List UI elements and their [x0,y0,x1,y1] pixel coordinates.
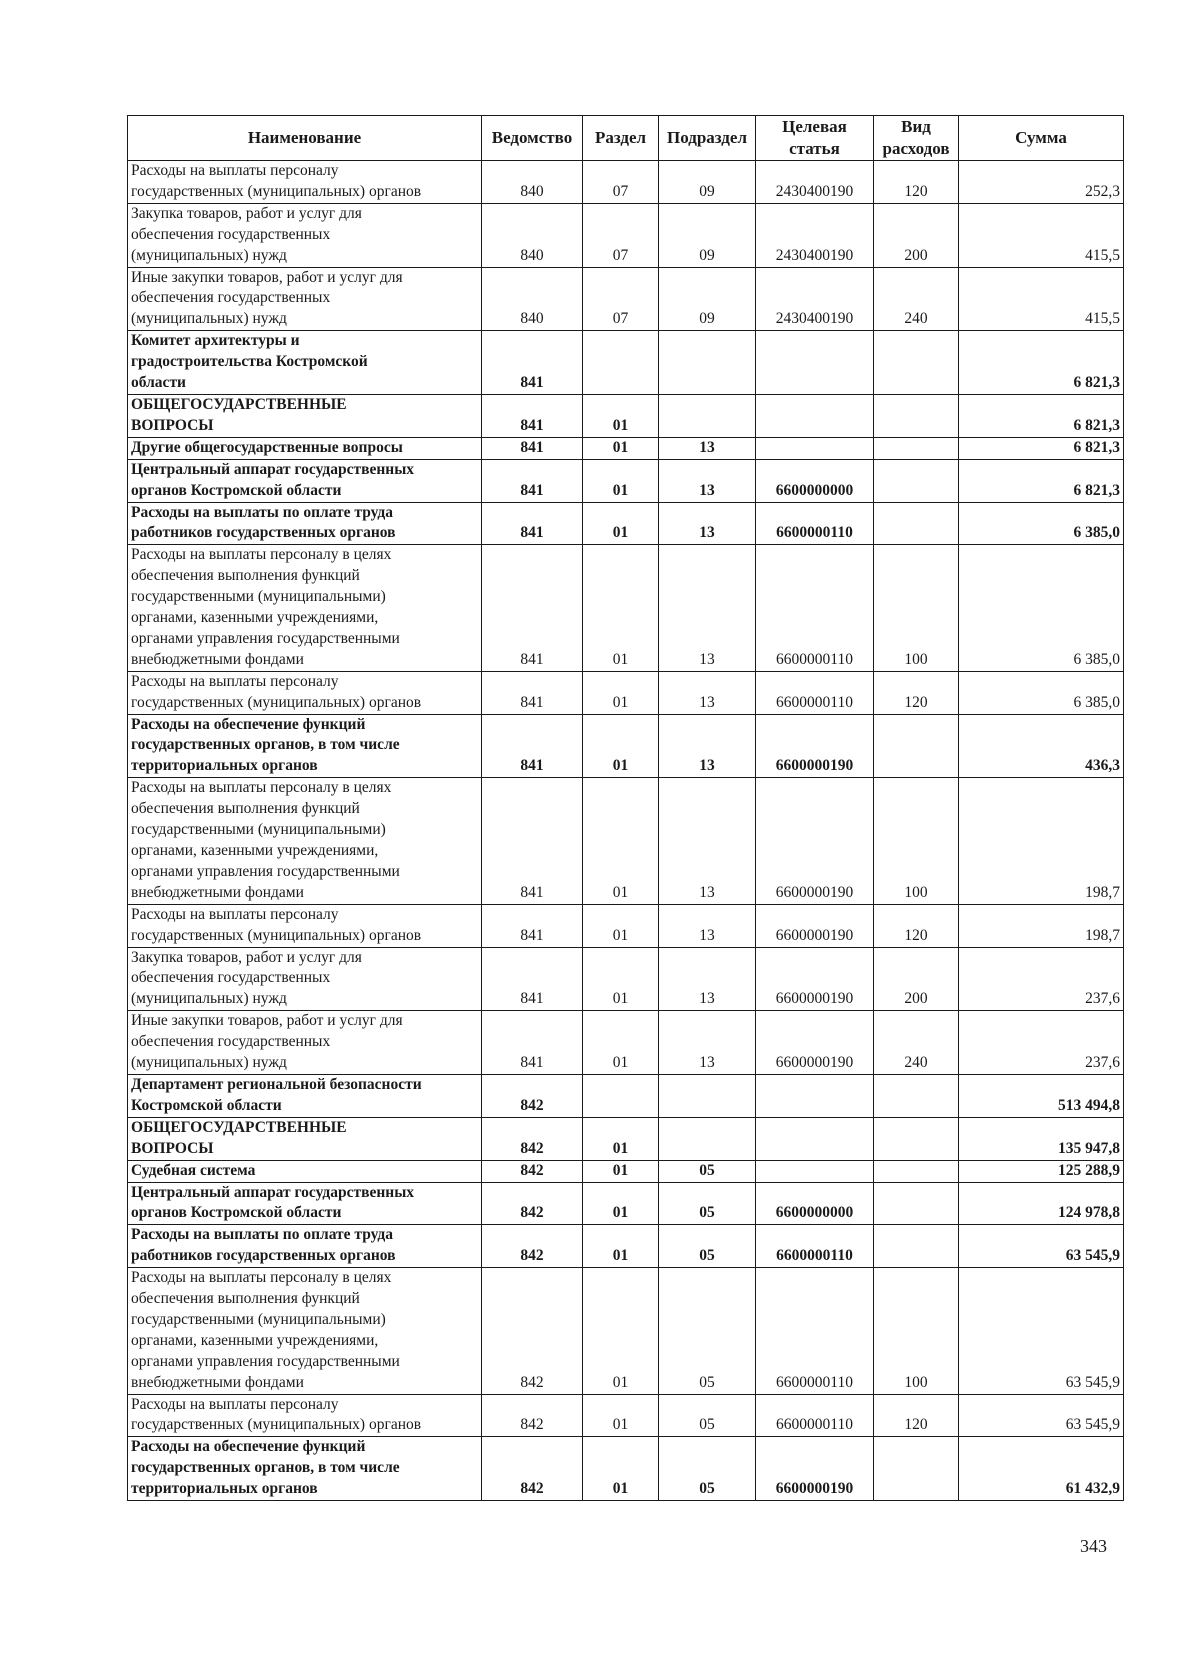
cell-podrazdel: 13 [659,778,756,904]
cell-vedomstvo: 841 [482,671,583,714]
cell-expense-type: 240 [874,1011,959,1075]
table-row [128,947,1124,1011]
cell-name: ОБЩЕГОСУДАРСТВЕННЫЕ ВОПРОСЫ [128,1117,482,1160]
table-row [128,267,1124,331]
cell-sum: 6 385,0 [959,545,1124,671]
cell-razdel: 01 [583,545,659,671]
cell-name: Расходы на выплаты персоналу в целях обеспечения выполнения функций государственными (муниципальными) органами, казенными учреждениями, органами управления государственными внебюджетными фондами [128,778,482,904]
cell-razdel: 01 [583,778,659,904]
cell-vedomstvo: 841 [482,947,583,1011]
cell-vedomstvo: 842 [482,1394,583,1437]
cell-name: Расходы на выплаты персоналу государственных (муниципальных) органов [128,1394,482,1437]
cell-target-article [756,331,874,395]
cell-name: Другие общегосударственные вопросы [128,437,482,459]
cell-target-article: 6600000000 [756,459,874,502]
cell-sum: 6 385,0 [959,502,1124,545]
cell-razdel: 07 [583,203,659,267]
cell-expense-type: 120 [874,161,959,204]
cell-expense-type [874,331,959,395]
cell-podrazdel [659,1117,756,1160]
cell-expense-type [874,1182,959,1225]
cell-razdel: 01 [583,1182,659,1225]
cell-razdel: 01 [583,1011,659,1075]
cell-podrazdel: 09 [659,161,756,204]
cell-target-article: 6600000190 [756,714,874,778]
cell-podrazdel: 05 [659,1394,756,1437]
cell-sum: 6 821,3 [959,437,1124,459]
cell-expense-type: 120 [874,671,959,714]
table-row [128,394,1124,437]
cell-vedomstvo: 840 [482,161,583,204]
table-row [128,1074,1124,1117]
cell-name: ОБЩЕГОСУДАРСТВЕННЫЕ ВОПРОСЫ [128,394,482,437]
cell-expense-type: 200 [874,203,959,267]
table-row [128,778,1124,904]
cell-vedomstvo: 841 [482,778,583,904]
cell-razdel: 01 [583,671,659,714]
header-name: Наименование [128,116,482,161]
cell-sum: 415,5 [959,267,1124,331]
cell-vedomstvo: 842 [482,1225,583,1268]
cell-name: Комитет архитектуры и градостроительства Костромской области [128,331,482,395]
table-row [128,1182,1124,1225]
table-body [128,161,1124,1501]
cell-podrazdel: 13 [659,1011,756,1075]
cell-vedomstvo: 841 [482,1011,583,1075]
cell-name: Центральный аппарат государственных органов Костромской области [128,1182,482,1225]
cell-target-article: 6600000190 [756,778,874,904]
cell-podrazdel: 13 [659,545,756,671]
cell-expense-type: 120 [874,1394,959,1437]
table-row [128,1117,1124,1160]
table-row [128,1160,1124,1182]
cell-podrazdel: 13 [659,437,756,459]
cell-name: Расходы на выплаты персоналу государственных (муниципальных) органов [128,161,482,204]
cell-name: Расходы на обеспечение функций государственных органов, в том числе территориальных органов [128,714,482,778]
table-row [128,671,1124,714]
cell-sum: 415,5 [959,203,1124,267]
cell-expense-type: 200 [874,947,959,1011]
cell-razdel: 01 [583,394,659,437]
table-row [128,545,1124,671]
cell-sum: 125 288,9 [959,1160,1124,1182]
cell-name: Расходы на выплаты персоналу в целях обеспечения выполнения функций государственными (муниципальными) органами, казенными учреждениями, органами управления государственными внебюджетными фондами [128,545,482,671]
cell-name: Иные закупки товаров, работ и услуг для обеспечения государственных (муниципальных) нужд [128,267,482,331]
cell-razdel: 01 [583,502,659,545]
cell-razdel [583,331,659,395]
cell-podrazdel: 13 [659,947,756,1011]
cell-vedomstvo: 841 [482,331,583,395]
cell-podrazdel: 13 [659,671,756,714]
table-row [128,331,1124,395]
cell-sum: 61 432,9 [959,1437,1124,1501]
cell-podrazdel: 13 [659,502,756,545]
cell-sum: 6 821,3 [959,394,1124,437]
cell-podrazdel [659,394,756,437]
table-row [128,161,1124,204]
cell-target-article: 6600000190 [756,1011,874,1075]
cell-expense-type [874,1437,959,1501]
cell-razdel: 01 [583,714,659,778]
table-row [128,904,1124,947]
cell-vedomstvo: 841 [482,502,583,545]
cell-expense-type [874,1225,959,1268]
cell-vedomstvo: 840 [482,203,583,267]
cell-name: Закупка товаров, работ и услуг для обеспечения государственных (муниципальных) нужд [128,947,482,1011]
cell-name: Расходы на выплаты по оплате труда работников государственных органов [128,1225,482,1268]
cell-sum: 63 545,9 [959,1225,1124,1268]
cell-razdel: 01 [583,1268,659,1394]
cell-name: Расходы на обеспечение функций государственных органов, в том числе территориальных органов [128,1437,482,1501]
cell-expense-type: 100 [874,778,959,904]
cell-expense-type: 100 [874,1268,959,1394]
cell-expense-type [874,502,959,545]
table-row [128,203,1124,267]
cell-vedomstvo: 841 [482,545,583,671]
cell-podrazdel [659,331,756,395]
cell-target-article: 6600000110 [756,545,874,671]
cell-sum: 237,6 [959,947,1124,1011]
cell-podrazdel: 13 [659,904,756,947]
cell-expense-type: 120 [874,904,959,947]
cell-target-article: 2430400190 [756,203,874,267]
cell-expense-type [874,1074,959,1117]
header-vedomstvo: Ведомство [482,116,583,161]
cell-razdel [583,1074,659,1117]
table-row [128,459,1124,502]
cell-name: Судебная система [128,1160,482,1182]
cell-razdel: 01 [583,437,659,459]
header-razdel: Раздел [583,116,659,161]
cell-sum: 124 978,8 [959,1182,1124,1225]
header-podrazdel: Подраздел [659,116,756,161]
cell-expense-type [874,437,959,459]
cell-target-article [756,1160,874,1182]
cell-podrazdel [659,1074,756,1117]
cell-target-article: 6600000110 [756,1268,874,1394]
cell-podrazdel: 09 [659,267,756,331]
cell-vedomstvo: 841 [482,904,583,947]
cell-sum: 63 545,9 [959,1394,1124,1437]
cell-expense-type: 240 [874,267,959,331]
header-expense-type: Вид расходов [874,116,959,161]
cell-podrazdel: 13 [659,459,756,502]
cell-razdel: 01 [583,1160,659,1182]
cell-podrazdel: 05 [659,1182,756,1225]
cell-podrazdel: 13 [659,714,756,778]
cell-vedomstvo: 842 [482,1182,583,1225]
cell-expense-type [874,459,959,502]
cell-target-article [756,394,874,437]
cell-name: Расходы на выплаты персоналу государственных (муниципальных) органов [128,904,482,947]
budget-table [127,115,1124,1501]
cell-name: Закупка товаров, работ и услуг для обеспечения государственных (муниципальных) нужд [128,203,482,267]
cell-vedomstvo: 841 [482,437,583,459]
table-row [128,502,1124,545]
cell-vedomstvo: 842 [482,1117,583,1160]
cell-target-article: 6600000190 [756,904,874,947]
table-row [128,437,1124,459]
cell-sum: 436,3 [959,714,1124,778]
cell-razdel: 01 [583,904,659,947]
header-target-article: Целевая статья [756,116,874,161]
cell-razdel: 01 [583,1394,659,1437]
cell-expense-type [874,714,959,778]
cell-sum: 135 947,8 [959,1117,1124,1160]
cell-sum: 252,3 [959,161,1124,204]
cell-target-article: 6600000110 [756,502,874,545]
cell-name: Расходы на выплаты персоналу государственных (муниципальных) органов [128,671,482,714]
cell-razdel: 01 [583,947,659,1011]
table-row [128,1394,1124,1437]
cell-vedomstvo: 841 [482,394,583,437]
table-row [128,714,1124,778]
cell-vedomstvo: 842 [482,1268,583,1394]
cell-name: Иные закупки товаров, работ и услуг для обеспечения государственных (муниципальных) нужд [128,1011,482,1075]
table-row [128,1437,1124,1501]
cell-razdel: 01 [583,459,659,502]
cell-razdel: 01 [583,1225,659,1268]
cell-name: Расходы на выплаты по оплате труда работников государственных органов [128,502,482,545]
cell-sum: 6 385,0 [959,671,1124,714]
cell-sum: 198,7 [959,904,1124,947]
cell-podrazdel: 05 [659,1268,756,1394]
cell-razdel: 01 [583,1117,659,1160]
cell-expense-type [874,1117,959,1160]
cell-vedomstvo: 840 [482,267,583,331]
cell-target-article: 6600000110 [756,1394,874,1437]
cell-target-article: 6600000190 [756,947,874,1011]
cell-expense-type [874,394,959,437]
cell-target-article: 6600000110 [756,671,874,714]
cell-target-article: 6600000110 [756,1225,874,1268]
cell-podrazdel: 05 [659,1225,756,1268]
cell-target-article [756,1117,874,1160]
cell-name: Департамент региональной безопасности Костромской области [128,1074,482,1117]
cell-vedomstvo: 842 [482,1160,583,1182]
cell-podrazdel: 05 [659,1437,756,1501]
cell-name: Центральный аппарат государственных органов Костромской области [128,459,482,502]
page-number: 343 [1080,1536,1107,1556]
cell-expense-type: 100 [874,545,959,671]
cell-sum: 513 494,8 [959,1074,1124,1117]
cell-name: Расходы на выплаты персоналу в целях обеспечения выполнения функций государственными (муниципальными) органами, казенными учреждениями, органами управления государственными внебюджетными фондами [128,1268,482,1394]
cell-vedomstvo: 842 [482,1074,583,1117]
header-sum: Сумма [959,116,1124,161]
cell-target-article [756,1074,874,1117]
cell-vedomstvo: 841 [482,459,583,502]
cell-vedomstvo: 841 [482,714,583,778]
cell-podrazdel: 09 [659,203,756,267]
cell-razdel: 01 [583,1437,659,1501]
cell-sum: 198,7 [959,778,1124,904]
cell-razdel: 07 [583,267,659,331]
cell-expense-type [874,1160,959,1182]
table-row [128,1268,1124,1394]
cell-target-article: 6600000000 [756,1182,874,1225]
cell-vedomstvo: 842 [482,1437,583,1501]
cell-sum: 6 821,3 [959,459,1124,502]
cell-target-article [756,437,874,459]
table-row [128,1225,1124,1268]
cell-target-article: 6600000190 [756,1437,874,1501]
cell-target-article: 2430400190 [756,161,874,204]
cell-sum: 237,6 [959,1011,1124,1075]
header-row [128,116,1124,161]
table-row [128,1011,1124,1075]
cell-sum: 63 545,9 [959,1268,1124,1394]
cell-sum: 6 821,3 [959,331,1124,395]
cell-podrazdel: 05 [659,1160,756,1182]
cell-razdel: 07 [583,161,659,204]
cell-target-article: 2430400190 [756,267,874,331]
